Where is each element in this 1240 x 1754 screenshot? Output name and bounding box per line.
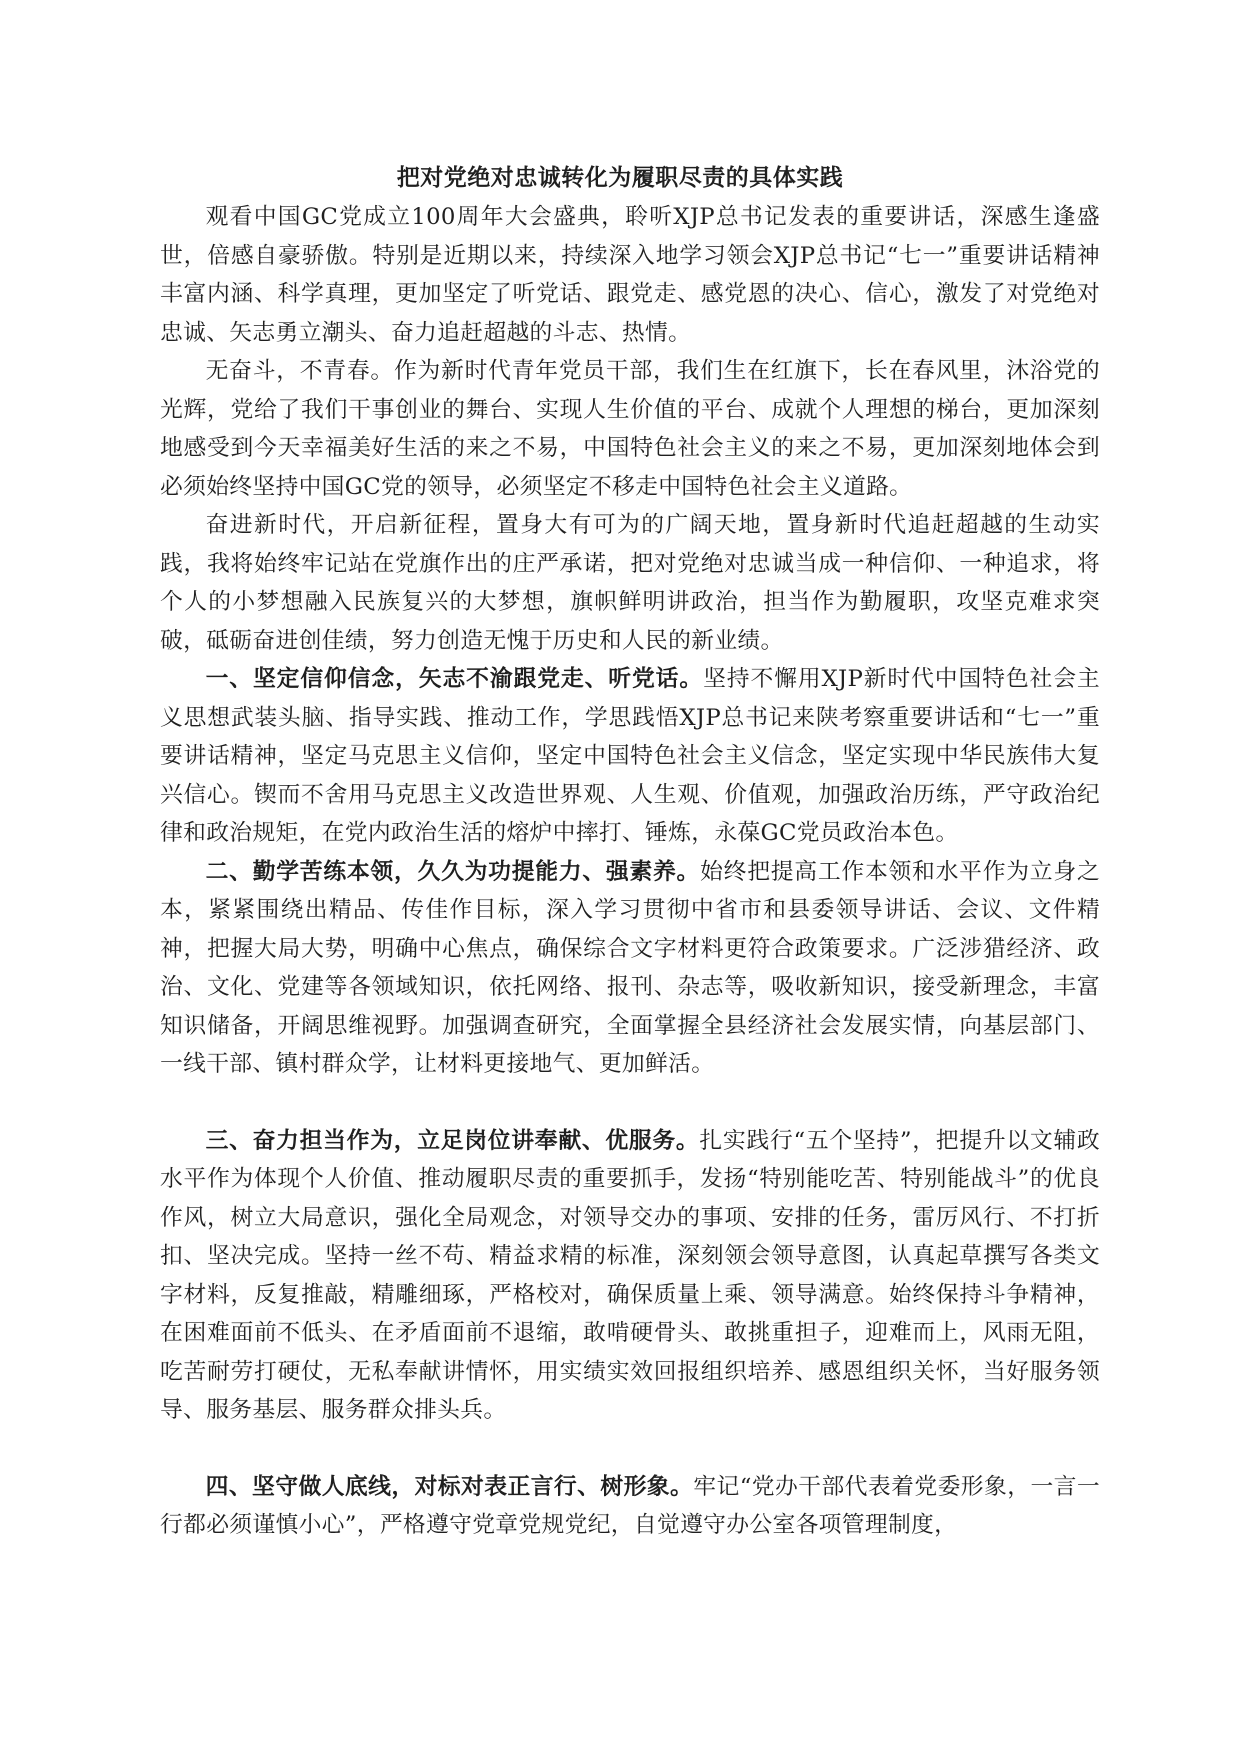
section-heading: 四、坚守做人底线，对标对表正言行、树形象。	[205, 1473, 694, 1500]
paragraph-2	[160, 352, 1100, 506]
section-heading: 二、勤学苦练本领，久久为功提能力、强素养。	[205, 858, 701, 885]
document-body	[160, 198, 1100, 1545]
paragraph-3	[160, 506, 1100, 660]
paragraph-text: 始终把提高工作本领和水平作为立身之本，紧紧围绕出精品、传佳作目标，深入学习贯彻中省市和县委领导讲话、会议、文件精神，把握大局大势，明确中心焦点，确保综合文字材料更符合政策要求。广泛涉猎经济、政治、文化、党建等各领域知识，依托网络、报刊、杂志等，吸收新知识，接受新理念，丰富知识储备，开阔思维视野。加强调查研究，全面掌握全县经济社会发展实情，向基层部门、一线干部、镇村群众学，让材料更接地气、更加鲜活。	[160, 858, 1100, 1077]
section-three-paragraph	[160, 1122, 1100, 1430]
paragraph-text: 牢记“党办干部代表着党委形象，一言一行都必须谨慎小心”，严格遵守党章党规党纪，自觉遵守办公室各项管理制度，	[160, 1473, 1100, 1538]
paragraph-text: 扎实践行“五个坚持”，把提升以文辅政水平作为体现个人价值、推动履职尽责的重要抓手，发扬“特别能吃苦、特别能战斗”的优良作风，树立大局意识，强化全局观念，对领导交办的事项、安排的任务，雷厉风行、不打折扣、坚决完成。坚持一丝不苟、精益求精的标准，深刻领会领导意图，认真起草撰写各类文字材料，反复推敲，精雕细琢，严格校对，确保质量上乘、领导满意。始终保持斗争精神，在困难面前不低头、在矛盾面前不退缩，敢啃硬骨头、敢挑重担子，迎难而上，风雨无阻，吃苦耐劳打硬仗，无私奉献讲情怀，用实绩实效回报组织培养、感恩组织关怀，当好服务领导、服务基层、服务群众排头兵。	[160, 1127, 1100, 1423]
section-two-paragraph	[160, 853, 1100, 1084]
paragraph-1	[160, 198, 1100, 352]
section-heading: 一、坚定信仰信念，矢志不渝跟党走、听党话。	[205, 666, 704, 692]
paragraph-text: 奋进新时代，开启新征程，置身大有可为的广阔天地，置身新时代追赶超越的生动实践，我将始终牢记站在党旗作出的庄严承诺，把对党绝对忠诚当成一种信仰、一种追求，将个人的小梦想融入民族复兴的大梦想，旗帜鲜明讲政治，担当作为勤履职，攻坚克难求突破，砥砺奋进创佳绩，努力创造无愧于历史和人民的新业绩。	[160, 512, 1100, 654]
section-one-paragraph	[160, 660, 1100, 853]
paragraph-text: 坚持不懈用XJP新时代中国特色社会主义思想武装头脑、指导实践、推动工作，学思践悟XJP总书记来陕考察重要讲话和“七一”重要讲话精神，坚定马克思主义信仰，坚定中国特色社会主义信念，坚定实现中华民族伟大复兴信心。锲而不舍用马克思主义改造世界观、人生观、价值观，加强政治历练，严守政治纪律和政治规矩，在党内政治生活的熔炉中摔打、锤炼，永葆GC党员政治本色。	[160, 666, 1100, 846]
document-title: 把对党绝对忠诚转化为履职尽责的具体实践	[396, 164, 844, 191]
section-heading: 三、奋力担当作为，立足岗位讲奉献、优服务。	[205, 1127, 700, 1154]
paragraph-text: 无奋斗，不青春。作为新时代青年党员干部，我们生在红旗下，长在春风里，沐浴党的光辉，党给了我们干事创业的舞台、实现人生价值的平台、成就个人理想的梯台，更加深刻地感受到今天幸福美好生活的来之不易，中国特色社会主义的来之不易，更加深刻地体会到必须始终坚持中国GC党的领导，必须坚定不移走中国特色社会主义道路。	[160, 358, 1100, 500]
section-four-paragraph	[160, 1468, 1100, 1545]
paragraph-text: 观看中国GC党成立100周年大会盛典，聆听XJP总书记发表的重要讲话，深感生逢盛世，倍感自豪骄傲。特别是近期以来，持续深入地学习领会XJP总书记“七一”重要讲话精神丰富内涵、科学真理，更加坚定了听党话、跟党走、感党恩的决心、信心，激发了对党绝对忠诚、矢志勇立潮头、奋力追赶超越的斗志、热情。	[160, 204, 1100, 346]
